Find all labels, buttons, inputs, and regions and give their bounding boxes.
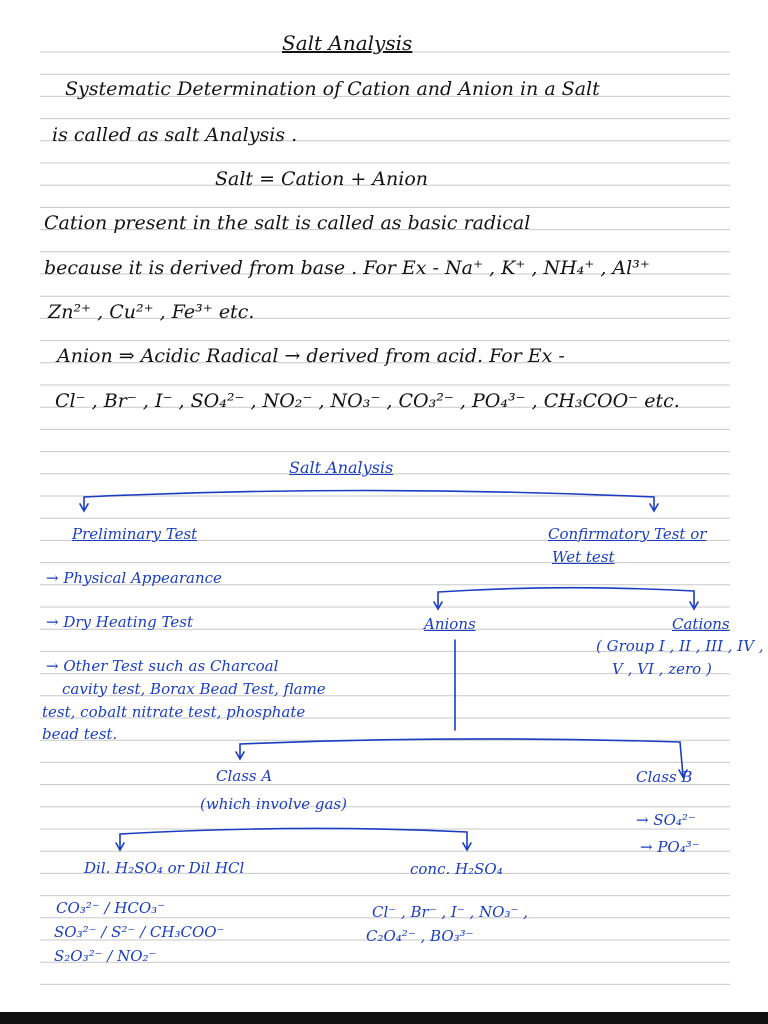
conc-acid-ions-line-2: C₂O₄²⁻ , BO₃³⁻ xyxy=(366,927,474,945)
cations-heading: Cations xyxy=(672,615,730,633)
cation-groups-line-2: V , VI , zero ) xyxy=(612,660,712,678)
class-b-item-2: → PO₄³⁻ xyxy=(640,838,700,856)
note-line-5: because it is derived from base . For Ex - Na⁺ , K⁺ , NH₄⁺ , Al³⁺ xyxy=(44,257,650,279)
preliminary-item-2: → Dry Heating Test xyxy=(46,613,193,631)
dil-acid-ions-line-2: SO₃²⁻ / S²⁻ / CH₃COO⁻ xyxy=(54,923,225,941)
preliminary-item-3-cont-3: bead test. xyxy=(42,725,118,743)
note-line-1: Systematic Determination of Cation and Anion in a Salt xyxy=(65,78,600,100)
preliminary-item-3-cont-1: cavity test, Borax Bead Test, flame xyxy=(62,680,326,698)
preliminary-item-3: → Other Test such as Charcoal xyxy=(46,657,279,675)
note-line-2: is called as salt Analysis . xyxy=(52,124,298,146)
dil-acid-ions-line-1: CO₃²⁻ / HCO₃⁻ xyxy=(56,899,166,917)
note-line-7: Anion ⇒ Acidic Radical → derived from acid. For Ex - xyxy=(57,345,565,367)
confirmatory-subtitle: Wet test xyxy=(552,548,615,566)
dil-acid-title: Dil. H₂SO₄ or Dil HCl xyxy=(84,859,245,877)
note-line-6: Zn²⁺ , Cu²⁺ , Fe³⁺ etc. xyxy=(48,301,255,323)
conc-acid-title: conc. H₂SO₄ xyxy=(410,860,503,878)
note-equation: Salt = Cation + Anion xyxy=(215,168,429,190)
anions-heading: Anions xyxy=(424,615,476,633)
screen-bottom-bar xyxy=(0,1012,768,1024)
class-a-subtitle: (which involve gas) xyxy=(200,795,347,813)
preliminary-title: Preliminary Test xyxy=(72,525,198,543)
note-line-8: Cl⁻ , Br⁻ , I⁻ , SO₄²⁻ , NO₂⁻ , NO₃⁻ , CO₃²⁻ , PO₄³⁻ , CH₃COO⁻ etc. xyxy=(55,390,680,412)
cation-groups-line-1: ( Group I , II , III , IV , xyxy=(596,637,764,655)
confirmatory-title: Confirmatory Test or xyxy=(548,525,707,543)
note-line-4: Cation present in the salt is called as basic radical xyxy=(44,212,531,234)
preliminary-item-3-cont-2: test, cobalt nitrate test, phosphate xyxy=(42,703,306,721)
class-b-title: Class B xyxy=(636,768,693,786)
flowchart-root: Salt Analysis xyxy=(289,458,394,477)
class-a-title: Class A xyxy=(216,767,273,785)
class-b-item-1: → SO₄²⁻ xyxy=(636,811,696,829)
dil-acid-ions-line-3: S₂O₃²⁻ / NO₂⁻ xyxy=(54,947,157,965)
preliminary-item-1: → Physical Appearance xyxy=(46,569,222,587)
page-title: Salt Analysis xyxy=(282,31,413,55)
conc-acid-ions-line-1: Cl⁻ , Br⁻ , I⁻ , NO₃⁻ , xyxy=(372,903,528,921)
